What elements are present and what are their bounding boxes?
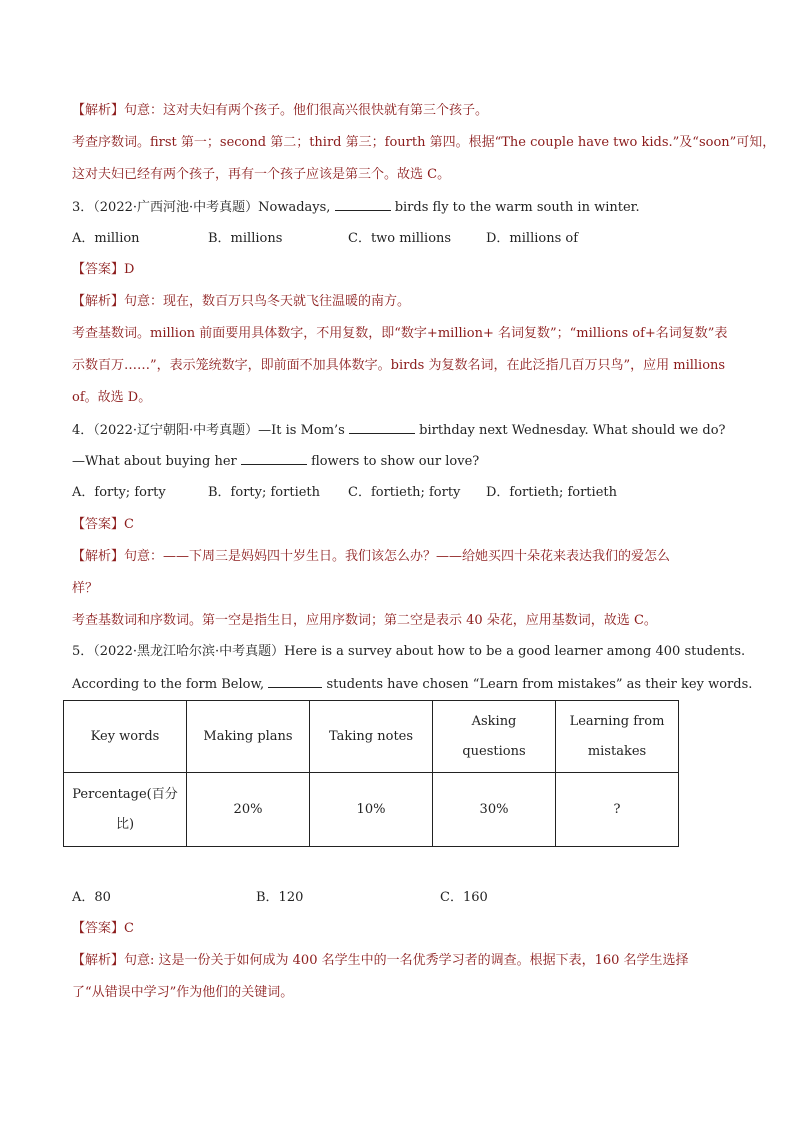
q5-stem-part-a: According to the form Below, (72, 677, 265, 692)
q4-option-a: A．forty; forty (72, 485, 166, 500)
q2-explain-2: 这对夫妇已经有两个孩子，再有一个孩子应该是第三个。故选 C。 (72, 167, 451, 182)
answer-blank (268, 675, 322, 688)
q3-analysis (72, 293, 410, 311)
q3-stem-part-b: birds fly to the warm south in winter. (394, 200, 640, 215)
analysis-text: 句意：现在，数百万只鸟冬天就飞往温暖的南方。 (124, 294, 411, 309)
table-cell: 20% (187, 773, 310, 847)
analysis-text: 句意：这对夫妇有两个孩子。他们很高兴很快就有第三个孩子。 (124, 103, 489, 118)
q5-option-c: C．160 (440, 890, 488, 905)
analysis-label: 【解析】 (72, 103, 125, 118)
table-cell: ? (556, 773, 679, 847)
q4-stem-part-a: 4．（2022·辽宁朝阳·中考真题）—It is Mom’s (72, 423, 345, 438)
q4-stem-1 (72, 421, 726, 440)
q3-stem (72, 198, 640, 217)
table-row-label: Percentage(百分比) (64, 773, 187, 847)
table-header-cell: Learning from mistakes (556, 701, 679, 773)
key-words-table (63, 700, 679, 847)
q4-option-c: C．fortieth; forty (348, 485, 461, 500)
q4-answer (72, 516, 134, 534)
answer-label: 【答案】 (72, 517, 125, 532)
q2-analysis (72, 102, 488, 120)
answer-value: C (124, 517, 134, 532)
analysis-text: 句意: 这是一份关于如何成为 400 名学生中的一名优秀学习者的调查。根据下表，160 名学生选择 (124, 953, 689, 968)
table-header-cell: Asking questions (433, 701, 556, 773)
q3-explain-2: 示数百万……”，表示笼统数字，即前面不加具体数字。birds 为复数名词，在此泛指几百万只鸟”，应用 millions (72, 358, 726, 373)
table-cell: 30% (433, 773, 556, 847)
q4-stem-part-d: flowers to show our love? (311, 454, 480, 469)
q5-option-b: B．120 (256, 890, 304, 905)
answer-value: D (124, 262, 135, 277)
q4-analysis (72, 548, 670, 566)
q4-option-d: D．fortieth; fortieth (486, 485, 617, 500)
answer-label: 【答案】 (72, 921, 125, 936)
q3-explain-1: 考查基数词。million 前面要用具体数字，不用复数，即“数字+million+ 名词复数”；“millions of+名词复数”表 (72, 326, 728, 341)
answer-value: C (124, 921, 134, 936)
analysis-label: 【解析】 (72, 294, 125, 309)
q3-explain-3: of。故选 D。 (72, 390, 152, 405)
q3-option-b: B．millions (208, 231, 283, 246)
answer-blank (241, 452, 307, 465)
table-header-cell: Taking notes (310, 701, 433, 773)
q3-stem-part-a: 3．（2022·广西河池·中考真题）Nowadays, (72, 200, 331, 215)
q5-analysis-2: 了“从错误中学习”作为他们的关键词。 (72, 985, 294, 1000)
q5-answer (72, 920, 134, 938)
q4-explain-1: 考查基数词和序数词。第一空是指生日，应用序数词；第二空是表示 40 朵花，应用基数词，故选 C。 (72, 613, 657, 628)
analysis-label: 【解析】 (72, 953, 125, 968)
q5-stem-2 (72, 675, 752, 694)
q5-stem-1: 5．（2022·黑龙江哈尔滨·中考真题）Here is a survey about how to be a good learner among 400 students. (72, 644, 746, 659)
q3-answer (72, 261, 134, 279)
q4-option-b: B．forty; fortieth (208, 485, 321, 500)
q5-analysis (72, 952, 689, 970)
q3-option-a: A．million (72, 231, 140, 246)
q4-stem-part-c: —What about buying her (72, 454, 237, 469)
table-header-cell: Key words (64, 701, 187, 773)
q3-option-c: C．two millions (348, 231, 452, 246)
q5-stem-part-b: students have chosen “Learn from mistakes” as their key words. (326, 677, 753, 692)
answer-blank (349, 421, 415, 434)
answer-label: 【答案】 (72, 262, 125, 277)
table-header-cell: Making plans (187, 701, 310, 773)
q4-stem-2 (72, 452, 479, 471)
q2-explain-1: 考查序数词。first 第一；second 第二；third 第三；fourth 第四。根据“The couple have two kids.”及“soon”可知， (72, 135, 776, 150)
table-cell: 10% (310, 773, 433, 847)
table-row (64, 773, 679, 847)
q3-option-d: D．millions of (486, 231, 579, 246)
q4-stem-part-b: birthday next Wednesday. What should we do? (419, 423, 726, 438)
analysis-text: 句意：——下周三是妈妈四十岁生日。我们该怎么办？——给她买四十朵花来表达我们的爱怎么 (124, 549, 671, 564)
analysis-label: 【解析】 (72, 549, 125, 564)
table-header-row (64, 701, 679, 773)
answer-blank (335, 198, 391, 211)
q4-analysis-2: 样？ (72, 581, 99, 596)
q5-option-a: A．80 (72, 890, 111, 905)
